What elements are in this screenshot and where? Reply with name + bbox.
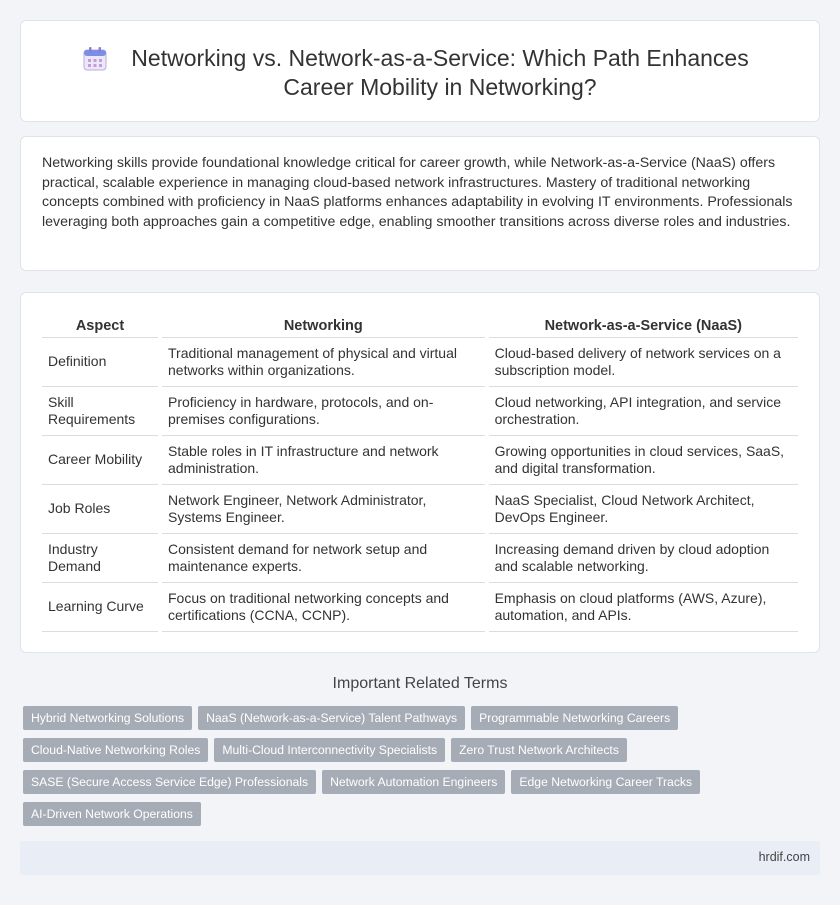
- cell-aspect: Career Mobility: [42, 436, 158, 485]
- table-row: [42, 387, 798, 436]
- table-row: [42, 436, 798, 485]
- cell-networking: Stable roles in IT infrastructure and network administration.: [162, 436, 485, 485]
- cell-naas: Growing opportunities in cloud services, SaaS, and digital transformation.: [489, 436, 798, 485]
- table-row: [42, 583, 798, 632]
- cell-aspect: Industry Demand: [42, 534, 158, 583]
- related-term-tag[interactable]: Cloud-Native Networking Roles: [23, 738, 208, 762]
- cell-networking: Traditional management of physical and virtual networks within organizations.: [162, 338, 485, 387]
- table-row: [42, 485, 798, 534]
- related-term-tag[interactable]: NaaS (Network-as-a-Service) Talent Pathways: [198, 706, 465, 730]
- comparison-table: [42, 315, 798, 632]
- table-header-row: [42, 315, 798, 338]
- page-title: Networking vs. Network-as-a-Service: Which Path Enhances Career Mobility in Networking?: [131, 45, 749, 100]
- related-term-tag[interactable]: Edge Networking Career Tracks: [511, 770, 700, 794]
- footer-site[interactable]: hrdif.com: [758, 850, 810, 864]
- cell-naas: NaaS Specialist, Cloud Network Architect, DevOps Engineer.: [489, 485, 798, 534]
- cell-aspect: Learning Curve: [42, 583, 158, 632]
- related-term-tag[interactable]: Hybrid Networking Solutions: [23, 706, 192, 730]
- related-term-tag[interactable]: Zero Trust Network Architects: [451, 738, 627, 762]
- table-row: [42, 338, 798, 387]
- cell-aspect: Skill Requirements: [42, 387, 158, 436]
- header-naas: Network-as-a-Service (NaaS): [489, 315, 798, 338]
- comparison-card: [20, 292, 820, 653]
- cell-networking: Focus on traditional networking concepts and certifications (CCNA, CCNP).: [162, 583, 485, 632]
- related-term-tag[interactable]: AI-Driven Network Operations: [23, 802, 201, 826]
- header-aspect: Aspect: [42, 315, 158, 338]
- header: [21, 44, 819, 102]
- cell-aspect: Definition: [42, 338, 158, 387]
- cell-naas: Emphasis on cloud platforms (AWS, Azure), automation, and APIs.: [489, 583, 798, 632]
- cell-naas: Cloud networking, API integration, and service orchestration.: [489, 387, 798, 436]
- footer: [20, 841, 820, 875]
- related-term-tag[interactable]: Programmable Networking Careers: [471, 706, 678, 730]
- header-networking: Networking: [162, 315, 485, 338]
- cell-networking: Consistent demand for network setup and maintenance experts.: [162, 534, 485, 583]
- header-card: [20, 20, 820, 122]
- related-term-tag[interactable]: Network Automation Engineers: [322, 770, 505, 794]
- cell-networking: Proficiency in hardware, protocols, and on-premises configurations.: [162, 387, 485, 436]
- intro-card: [20, 136, 820, 271]
- intro-paragraph: Networking skills provide foundational knowledge critical for career growth, while Network-as-a-Service (NaaS) offers practical, scalable experience in managing cloud-based network infrastructures. Mastery of traditional networking concepts combined with proficiency in NaaS platforms enhances adaptability in evolving IT environments. Professionals leveraging both approaches gain a competitive edge, enabling smoother transitions across diverse roles and industries.: [42, 155, 793, 230]
- cell-networking: Network Engineer, Network Administrator, Systems Engineer.: [162, 485, 485, 534]
- related-term-tag[interactable]: Multi-Cloud Interconnectivity Specialists: [214, 738, 445, 762]
- cell-aspect: Job Roles: [42, 485, 158, 534]
- table-row: [42, 534, 798, 583]
- cell-naas: Increasing demand driven by cloud adoption and scalable networking.: [489, 534, 798, 583]
- related-term-tag[interactable]: SASE (Secure Access Service Edge) Professionals: [23, 770, 316, 794]
- cell-naas: Cloud-based delivery of network services on a subscription model.: [489, 338, 798, 387]
- related-terms-title: Important Related Terms: [332, 675, 508, 692]
- related-terms-list: [23, 706, 703, 826]
